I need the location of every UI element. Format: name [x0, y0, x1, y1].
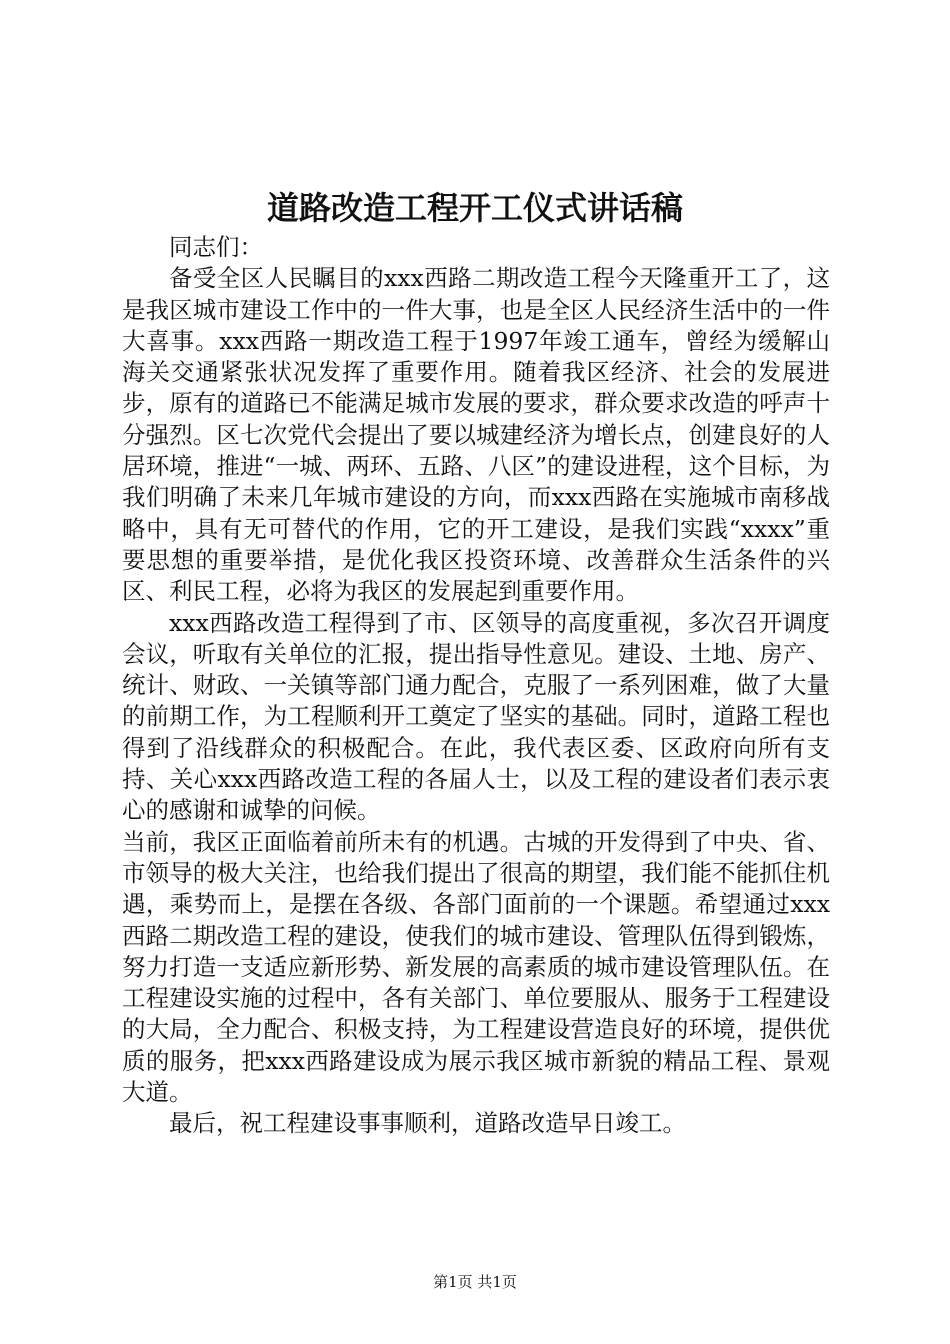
document-body — [122, 232, 830, 1140]
paragraph-2: xxx西路改造工程得到了市、区领导的高度重视，多次召开调度会议，听取有关单位的汇报，提出指导性意见。建设、土地、房产、统计、财政、一关镇等部门通力配合，克服了一系列困难，做了大量的前期工作，为工程顺利开工奠定了坚实的基础。同时，道路工程也得到了沿线群众的积极配合。在此，我代表区委、区政府向所有支持、关心xxx西路改造工程的各届人士，以及工程的建设者们表示衷心的感谢和诚挚的问候。 — [122, 608, 830, 825]
document-title: 道路改造工程开工仪式讲话稿 — [266, 189, 683, 227]
paragraph-4: 最后，祝工程建设事事顺利，道路改造早日竣工。 — [169, 1109, 686, 1138]
salutation: 同志们： — [169, 233, 263, 261]
page-footer: 第1页 共1页 — [433, 1273, 517, 1291]
paragraph-3: 当前，我区正面临着前所未有的机遇。古城的开发得到了中央、省、市领导的极大关注，也给我们提出了很高的期望，我们能不能抓住机遇，乘势而上，是摆在各级、各部门面前的一个课题。希望通过xxx西路二期改造工程的建设，使我们的城市建设、管理队伍得到锻炼，努力打造一支适应新形势、新发展的高素质的城市建设管理队伍。在工程建设实施的过程中，各有关部门、单位要服从、服务于工程建设的大局，全力配合、积极支持，为工程建设营造良好的环境，提供优质的服务，把xxx西路建设成为展示我区城市新貌的精品工程、景观大道。 — [122, 827, 830, 1107]
paragraph-1: 备受全区人民瞩目的xxx西路二期改造工程今天隆重开工了，这是我区城市建设工作中的一件大事，也是全区人民经济生活中的一件大喜事。xxx西路一期改造工程于1997年竣工通车，曾经为缓解山海关交通紧张状况发挥了重要作用。随着我区经济、社会的发展进步，原有的道路已不能满足城市发展的要求，群众要求改造的呼声十分强烈。区七次党代会提出了要以城建经济为增长点，创建良好的人居环境，推进“一城、两环、五路、八区”的建设进程，这个目标，为我们明确了未来几年城市建设的方向，而xxx西路在实施城市南移战略中，具有无可替代的作用，它的开工建设，是我们实践“xxxx”重要思想的重要举措，是优化我区投资环境、改善群众生活条件的兴区、利民工程，必将为我区的发展起到重要作用。 — [122, 264, 830, 606]
